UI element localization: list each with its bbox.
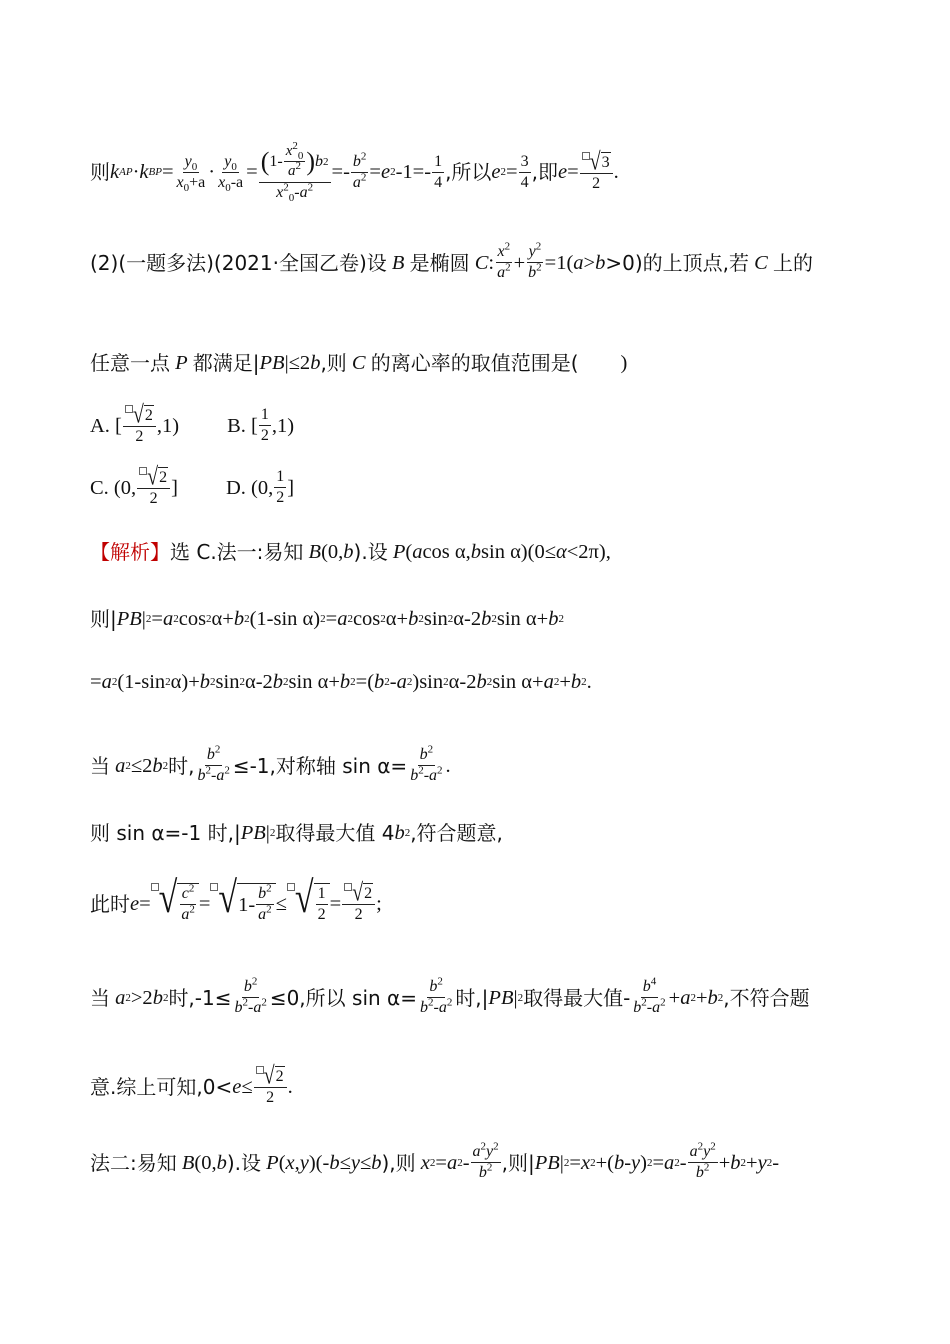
question-line-1: (2)(一题多法)(2021·全国乙卷)设 B 是椭圆 C : $\frac{x^2}{a^2}$ + $\frac{y^2}{b^2}$ =1( a > b >0)的上顶点,若 C 上的	[90, 240, 813, 282]
option-a[interactable]: A. [ √ 2 2 ,1)	[90, 401, 180, 446]
analysis-line-4: 当 a 2 ≤2 b 2 时, $\frac{b^2}{b^2-a^2}$ ≤-1,对称轴 sin α= $\frac{b^2}{b^2-a^2}$ .	[90, 743, 451, 785]
analysis-line-7: 当 a 2 >2 b 2 时,-1≤ $\frac{b^2}{b^2-a^2}$ ≤0,所以 sin α= $\frac{b^2}{b^2-a^2}$ 时,| PB | 2 取得最大值- $\frac{b^4}{b^2-a^2}$ + a 2 + b 2 ,不符合题	[90, 975, 810, 1017]
placeholder-box-icon	[344, 883, 352, 891]
analysis-line-2: 则| PB | 2 = a 2 cos 2 α+ b 2 (1-sin α) 2 = a 2 cos 2 α+ b 2 sin 2 α-2 b 2 sin α+ b 2	[90, 607, 564, 632]
analysis-tag: 【解析】	[90, 540, 170, 565]
option-d[interactable]: D. (0, $\frac{1}{2}$ ]	[225, 468, 295, 507]
placeholder-box-icon	[287, 883, 295, 891]
question-line-2: 任意一点 P 都满足| PB |≤2 b ,则 C 的离心率的取值范围是( )	[90, 351, 628, 376]
analysis-line-5: 则 sin α=-1 时,| PB | 2 取得最大值 4 b 2 ,符合题意,	[90, 821, 503, 846]
options-cd	[90, 463, 295, 509]
placeholder-box-icon	[151, 883, 159, 891]
placeholder-box-icon	[582, 152, 590, 160]
placeholder-box-icon	[256, 1066, 264, 1074]
fraction-y0-over-x0-minus-a: $\frac{y_0}{x_0-a}$	[218, 152, 244, 195]
analysis-line-6: 此时 e = √ $\frac{c^2}{a^2}$ = √ 1- $\frac{b^2}{a^2}$ ≤ √ $\frac{1}{2}$ = √ 2 2 ;	[90, 874, 382, 924]
fraction-y0-over-x0-plus-a: $\frac{y_0}{x_0+a}$	[176, 152, 206, 195]
equation-line-1: 则 k AP · k BP = $\frac{y_0}{x_0+a}$ · $\frac{y_0}{x_0-a}$ = ( 1- $\frac{x^2_0}{a^2}$ ) b 2 $x^2_0-a^2$ =- $\frac{b^2}{a^2}$ = e 2 -1=- $\frac{1}{4}$ ,所以 e 2 = $\frac{3}{4}$ ,即 e = √ 3 2 .	[90, 140, 619, 204]
options-ab	[90, 401, 295, 447]
option-b[interactable]: B. [ $\frac{1}{2}$ ,1)	[227, 406, 295, 445]
placeholder-box-icon	[210, 883, 218, 891]
option-c[interactable]: C. (0, √ 2 2 ]	[90, 463, 178, 508]
analysis-line-9: 法二:易知 B (0, b ).设 P ( x , y )(- b ≤ y ≤ b ),则 x 2 = a 2 - $\frac{a^2y^2}{b^2}$ ,则| PB | 2 = x 2 +( b - y ) 2 = a 2 - $\frac{a^2y^2}{b^2}$ + b 2 + y 2 -	[90, 1140, 780, 1182]
analysis-line-8: 意.综上可知,0< e ≤ √ 2 2 .	[90, 1062, 293, 1107]
analysis-line-1: 【解析】 选 C.法一:易知 B (0, b ).设 P ( a cos α, b sin α)(0≤ α <2π),	[90, 540, 611, 565]
analysis-line-3: = a 2 (1-sin 2 α)+ b 2 sin 2 α-2 b 2 sin α+ b 2 =( b 2 - a 2 )sin 2 α-2 b 2 sin α+ a 2 + b 2 .	[90, 671, 592, 693]
placeholder-box-icon	[139, 467, 147, 475]
fraction-sqrt3-over-2: √ 3 2	[580, 152, 613, 194]
placeholder-box-icon	[125, 405, 133, 413]
fraction-compound: ( 1- $\frac{x^2_0}{a^2}$ ) b 2 $x^2_0-a^2$	[260, 140, 329, 204]
